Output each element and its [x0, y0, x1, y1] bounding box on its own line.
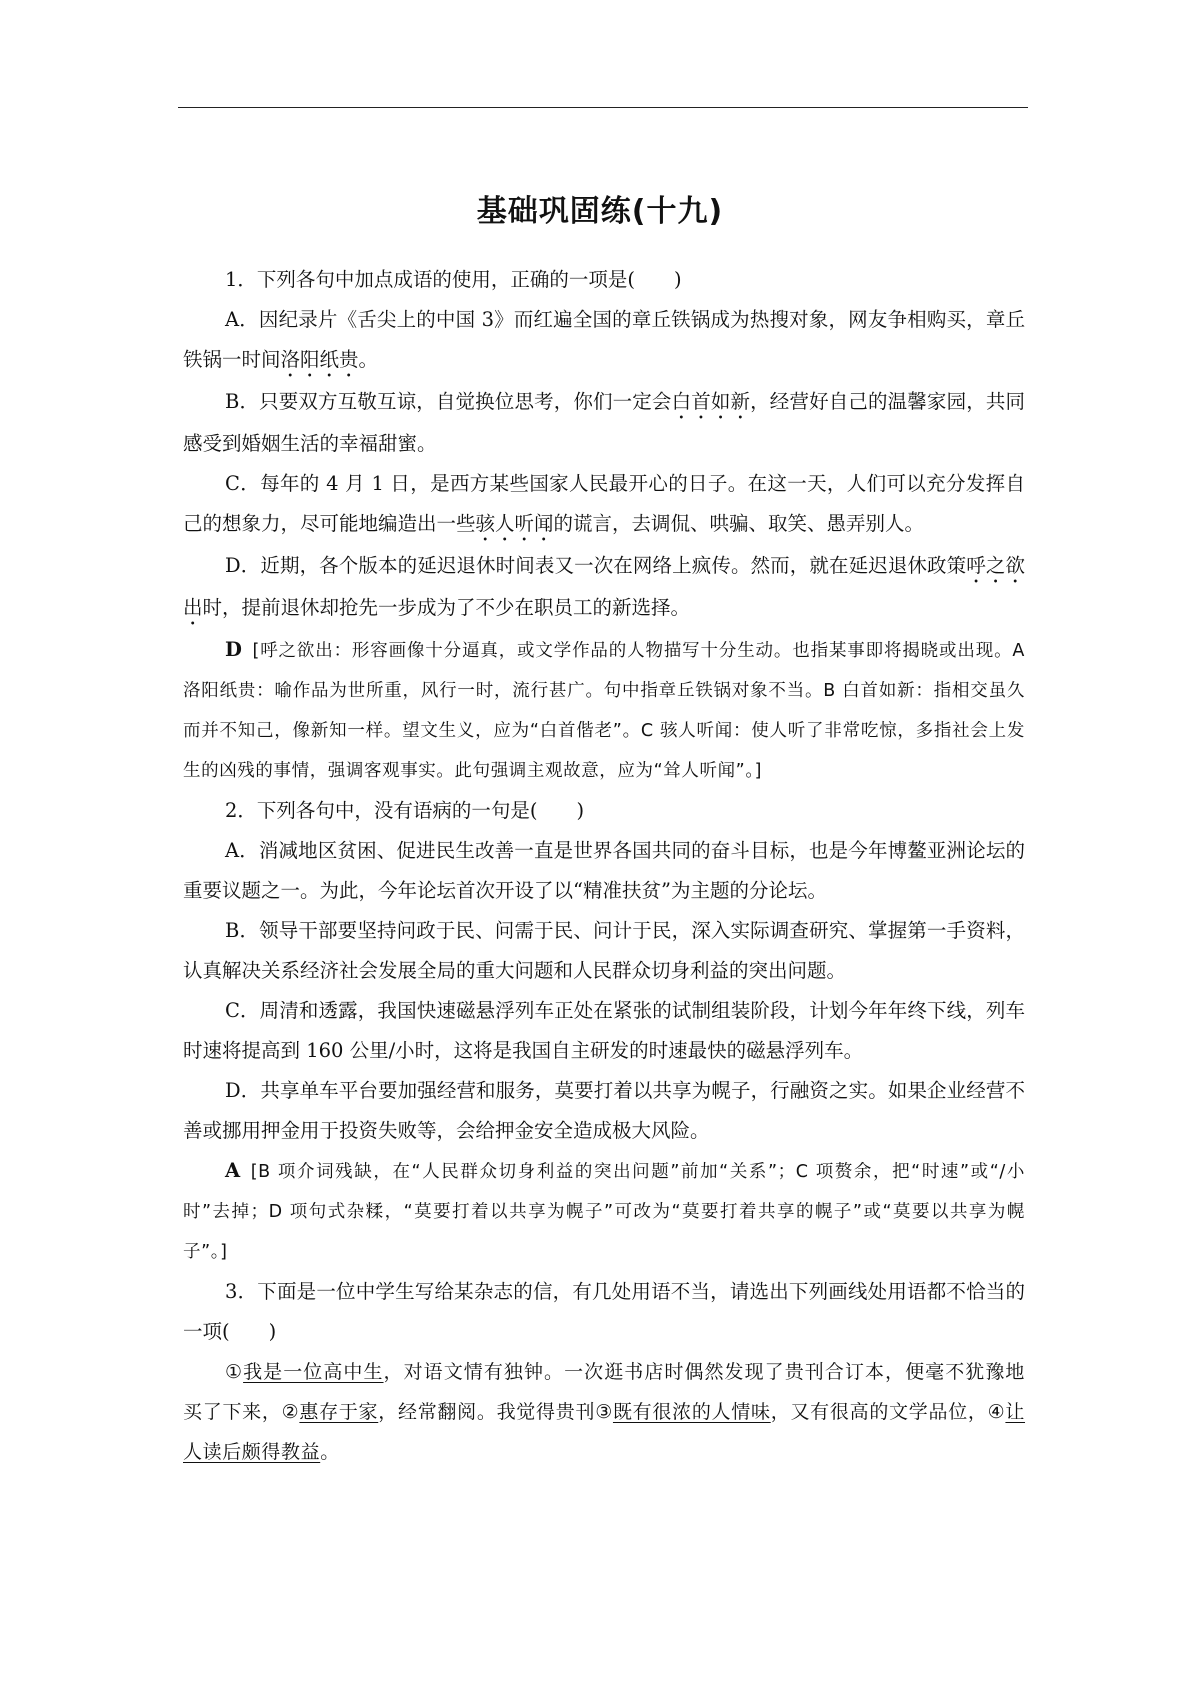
underlined-phrase: 惠存于家	[299, 1401, 379, 1423]
page-title: 基础巩固练(十九)	[476, 194, 724, 229]
q2-answer	[183, 1151, 1025, 1272]
header-rule	[178, 107, 1028, 108]
underlined-phrase: 既有很浓的人情味	[612, 1401, 771, 1423]
dotted-idiom: 呼之欲出	[183, 554, 1025, 619]
document-body	[183, 260, 1025, 1472]
q2-stem: 2．下列各句中，没有语病的一句是( )	[225, 799, 585, 822]
answer-explanation: [呼之欲出：形容画像十分逼真，或文学作品的人物描写十分生动。也指某事即将揭晓或出现。A 洛阳纸贵：喻作品为世所重，风行一时，流行甚广。句中指章丘铁锅对象不当。B 白首如新：指相交虽久而并不知己，像新知一样。望文生义，应为“白首偕老”。C 骇人听闻：使人听了非常吃惊，多指社会上发生的凶残的事情，强调客观事实。此句强调主观故意，应为“耸人听闻”。]	[183, 641, 1025, 781]
answer-explanation: [B 项介词残缺，在“人民群众切身利益的突出问题”前加“关系”；C 项赘余，把“时速”或“/小时”去掉；D 项句式杂糅，“莫要打着以共享为幌子”可改为“莫要打着共享的幌子”或“莫要以共享为幌子”。]	[183, 1162, 1025, 1262]
dotted-idiom: 洛阳纸贵	[280, 348, 359, 371]
answer-key: D	[225, 638, 243, 661]
answer-key: A	[225, 1159, 241, 1182]
q1-option-b: B．只要双方互敬互谅，自觉换位思考，你们一定会白首如新，经营好自己的温馨家园，共同感受到婚姻生活的幸福甜蜜。	[183, 390, 1025, 455]
q2-option-b: B．领导干部要坚持问政于民、问需于民、问计于民，深入实际调查研究、掌握第一手资料，认真解决关系经济社会发展全局的重大问题和人民群众切身利益的突出问题。	[183, 919, 1025, 982]
dotted-idiom: 白首如新	[671, 390, 751, 413]
q2-option-d: D．共享单车平台要加强经营和服务，莫要打着以共享为幌子，行融资之实。如果企业经营不善或挪用押金用于投资失败等，会给押金安全造成极大风险。	[183, 1079, 1025, 1142]
underlined-phrase: 让人读后颇得教益	[183, 1401, 1026, 1463]
q1-option-a: A．因纪录片《舌尖上的中国 3》而红遍全国的章丘铁锅成为热搜对象，网友争相购买，章丘铁锅一时间洛阳纸贵。	[183, 308, 1025, 371]
q1-option-d: D．近期，各个版本的延迟退休时间表又一次在网络上疯传。然而，就在延迟退休政策呼之欲出时，提前退休却抢先一步成为了不少在职员工的新选择。	[183, 554, 1025, 619]
q2-option-c: C．周清和透露，我国快速磁悬浮列车正处在紧张的试制组装阶段，计划今年年终下线，列车时速将提高到 160 公里/小时，这将是我国自主研发的时速最快的磁悬浮列车。	[183, 999, 1025, 1062]
q2-option-a: A．消减地区贫困、促进民生改善一直是世界各国共同的奋斗目标，也是今年博鳌亚洲论坛的重要议题之一。为此，今年论坛首次开设了以“精准扶贫”为主题的分论坛。	[183, 839, 1025, 902]
q1-answer	[183, 630, 1025, 791]
q1-option-c: C．每年的 4 月 1 日，是西方某些国家人民最开心的日子。在这一天，人们可以充分发挥自己的想象力，尽可能地编造出一些骇人听闻的谎言，去调侃、哄骗、取笑、愚弄别人。	[183, 472, 1025, 535]
dotted-idiom: 骇人听闻	[475, 512, 554, 535]
underlined-phrase: 我是一位高中生	[243, 1361, 384, 1383]
q1-stem: 1．下列各句中加点成语的使用，正确的一项是( )	[225, 268, 682, 291]
q3-passage: ①我是一位高中生，对语文情有独钟。一次逛书店时偶然发现了贵刊合订本，便毫不犹豫地买了下来，②惠存于家，经常翻阅。我觉得贵刊③既有很浓的人情味，又有很高的文学品位，④让人读后颇得教益。	[183, 1361, 1026, 1463]
q3-stem: 3．下面是一位中学生写给某杂志的信，有几处用语不当，请选出下列画线处用语都不恰当的一项( )	[183, 1280, 1025, 1343]
